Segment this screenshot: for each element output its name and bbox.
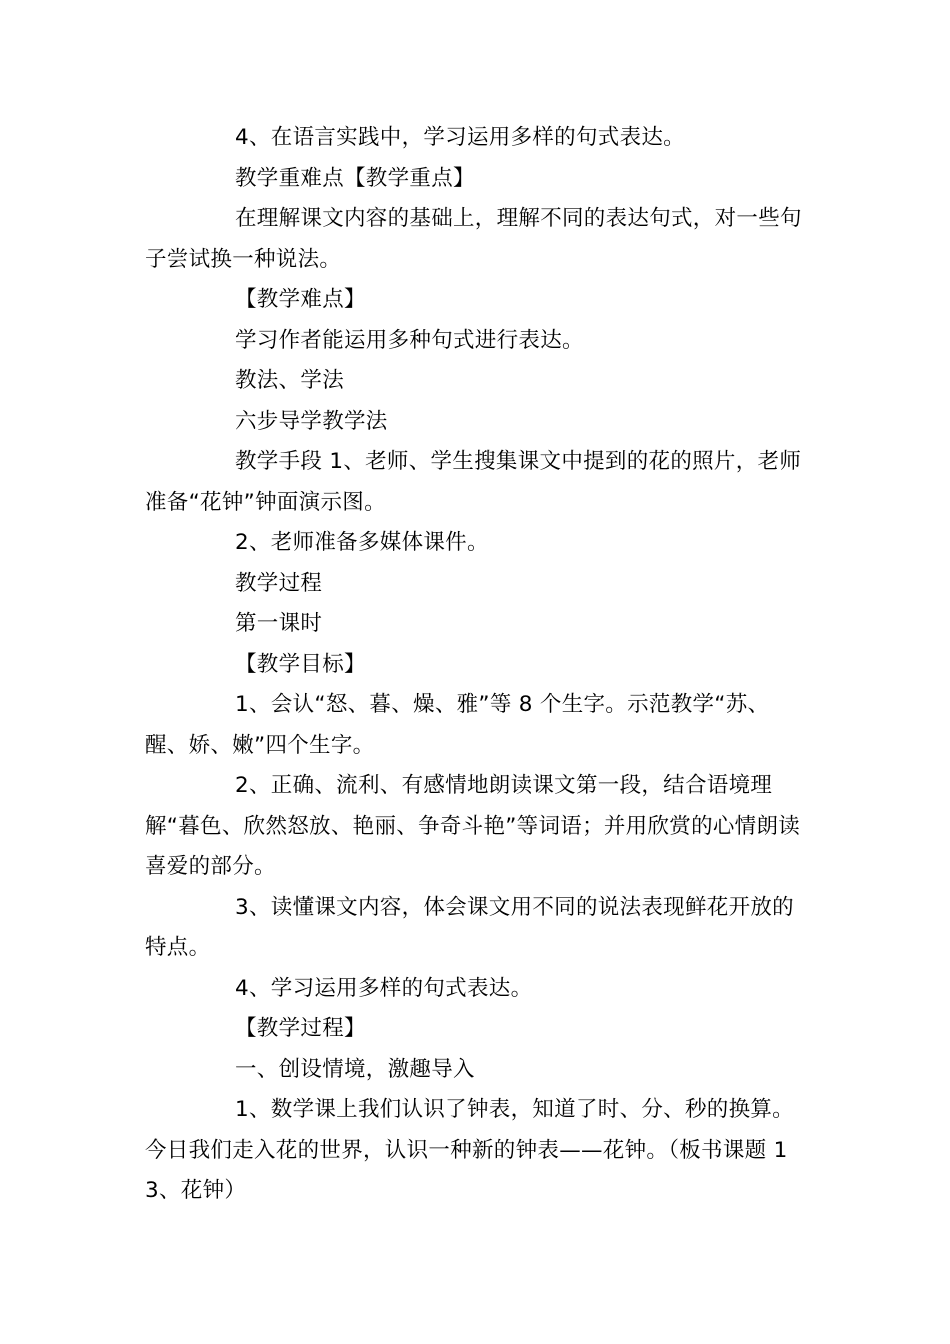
paragraph-process-heading-2: 【教学过程】 [235,1016,366,1041]
paragraph-section-1-text: 1、数学课上我们认识了钟表，知道了时、分、秒的换算。今日我们走入花的世界，认识一种新的钟表——花钟。（板书课题 13、花钟） [145,1097,794,1203]
paragraph-first-lesson: 第一课时 [235,611,323,636]
paragraph-objective-4: 4、在语言实践中，学习运用多样的句式表达。 [235,125,685,150]
paragraph-difficulty-heading: 【教学难点】 [235,287,366,312]
paragraph-section-1-heading: 一、创设情境，激趣导入 [235,1056,475,1082]
paragraph-teaching-means-1: 教学手段 1、老师、学生搜集课文中提到的花的照片，老师准备“花钟”钟面演示图。 [145,449,802,515]
paragraph-difficulty: 学习作者能运用多种句式进行表达。 [235,327,584,353]
paragraph-key-point: 在理解课文内容的基础上，理解不同的表达句式，对一些句子尝试换一种说法。 [145,206,802,272]
document-body [145,118,810,1212]
paragraph-methods: 六步导学教学法 [235,408,388,434]
paragraph-key-difficult-heading: 教学重难点【教学重点】 [235,165,475,191]
paragraph-goal-4: 4、学习运用多样的句式表达。 [235,975,533,1001]
paragraph-process-heading: 教学过程 [235,570,323,596]
paragraph-goals-heading: 【教学目标】 [235,651,366,677]
paragraph-teaching-means-2: 2、老师准备多媒体课件。 [235,530,489,555]
paragraph-methods-heading: 教法、学法 [235,368,345,393]
paragraph-goal-2: 2、正确、流利、有感情地朗读课文第一段，结合语境理解“暮色、欣然怒放、艳丽、争奇斗艳”等词语；并用欣赏的心情朗读喜爱的部分。 [145,773,801,879]
paragraph-goal-1: 1、会认“怒、暮、燥、雅”等 8 个生字。示范教学“苏、醒、娇、嫩”四个生字。 [145,692,770,758]
paragraph-goal-3: 3、读懂课文内容，体会课文用不同的说法表现鲜花开放的特点。 [145,894,794,960]
